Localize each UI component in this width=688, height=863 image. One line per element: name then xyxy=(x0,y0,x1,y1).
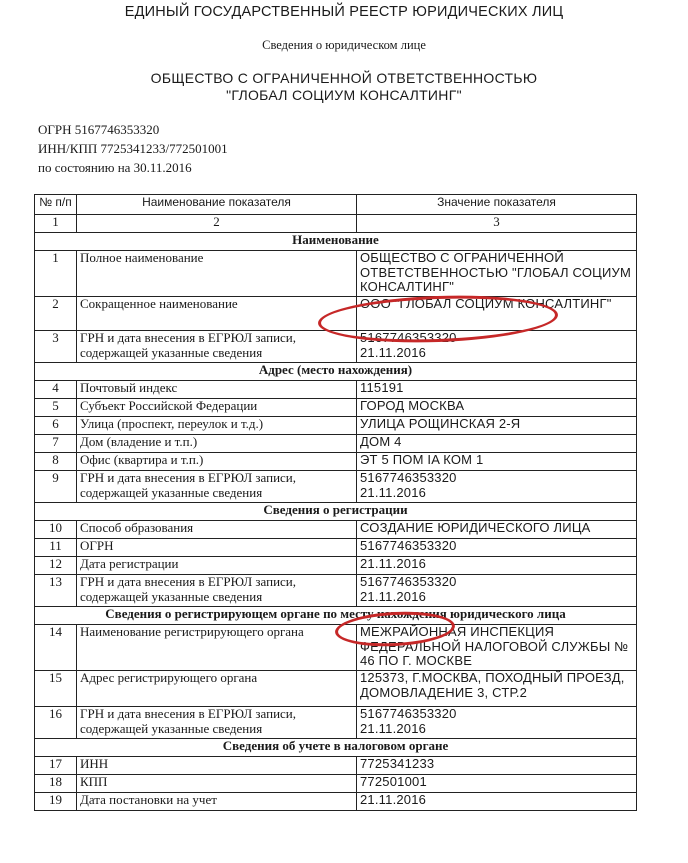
document-meta xyxy=(38,120,228,177)
table-header-row xyxy=(35,195,637,215)
row-value: ДОМ 4 xyxy=(357,435,637,453)
column-index-row xyxy=(35,215,637,233)
column-header-number: № п/п xyxy=(35,195,77,215)
row-value xyxy=(357,471,637,503)
row-label: КПП xyxy=(77,775,357,793)
row-label: ИНН xyxy=(77,757,357,775)
row-number: 3 xyxy=(35,331,77,363)
row-label: Полное наименование xyxy=(77,251,357,297)
row-number: 7 xyxy=(35,435,77,453)
record-date: 21.11.2016 xyxy=(360,720,427,736)
row-label: Дата постановки на учет xyxy=(77,793,357,811)
record-date: 21.11.2016 xyxy=(360,344,427,360)
row-value: 7725341233 xyxy=(357,757,637,775)
table-row xyxy=(35,331,637,363)
row-label: ОГРН xyxy=(77,539,357,557)
row-value: СОЗДАНИЕ ЮРИДИЧЕСКОГО ЛИЦА xyxy=(357,521,637,539)
row-number: 15 xyxy=(35,671,77,707)
document-subtitle: Сведения о юридическом лице xyxy=(262,38,426,52)
row-value: МЕЖРАЙОННАЯ ИНСПЕКЦИЯ ФЕДЕРАЛЬНОЙ НАЛОГОВОЙ СЛУЖБЫ № 46 ПО Г. МОСКВЕ xyxy=(357,625,637,671)
column-header-value: Значение показателя xyxy=(357,195,637,215)
table-row xyxy=(35,625,637,671)
row-number: 12 xyxy=(35,557,77,575)
section-heading-registration: Сведения о регистрации xyxy=(35,503,637,521)
company-full-name-heading xyxy=(0,70,688,104)
row-number: 9 xyxy=(35,471,77,503)
row-value: УЛИЦА РОЩИНСКАЯ 2-Я xyxy=(357,417,637,435)
row-number: 13 xyxy=(35,575,77,607)
row-value: ОБЩЕСТВО С ОГРАНИЧЕННОЙ ОТВЕТСТВЕННОСТЬЮ "ГЛОБАЛ СОЦИУМ КОНСАЛТИНГ" xyxy=(357,251,637,297)
row-number: 4 xyxy=(35,381,77,399)
row-label: Адрес регистрирующего органа xyxy=(77,671,357,707)
registry-title: ЕДИНЫЙ ГОСУДАРСТВЕННЫЙ РЕЕСТР ЮРИДИЧЕСКИХ ЛИЦ xyxy=(124,4,564,20)
row-value: 772501001 xyxy=(357,775,637,793)
row-label: Субъект Российской Федерации xyxy=(77,399,357,417)
row-number: 17 xyxy=(35,757,77,775)
record-date: 21.11.2016 xyxy=(360,588,427,604)
row-label: Улица (проспект, переулок и т.д.) xyxy=(77,417,357,435)
table-row xyxy=(35,521,637,539)
column-header-name: Наименование показателя xyxy=(77,195,357,215)
table-row xyxy=(35,471,637,503)
section-heading-tax-registration: Сведения об учете в налоговом органе xyxy=(35,739,637,757)
table-row xyxy=(35,539,637,557)
table-row xyxy=(35,251,637,297)
column-index: 2 xyxy=(77,215,357,233)
section-heading-registering-authority: Сведения о регистрирующем органе по месту нахождения юридического лица xyxy=(35,607,637,625)
row-label: Сокращенное наименование xyxy=(77,297,357,331)
table-row xyxy=(35,775,637,793)
row-value: ООО "ГЛОБАЛ СОЦИУМ КОНСАЛТИНГ" xyxy=(357,297,637,331)
table-row xyxy=(35,453,637,471)
grn-value: 5167746353320 xyxy=(360,706,457,721)
row-label: Дом (владение и т.п.) xyxy=(77,435,357,453)
section-heading-address: Адрес (место нахождения) xyxy=(35,363,637,381)
row-number: 1 xyxy=(35,251,77,297)
row-number: 5 xyxy=(35,399,77,417)
inn-kpp-line: ИНН/КПП 7725341233/772501001 xyxy=(38,141,228,156)
table-row xyxy=(35,793,637,811)
row-value: 21.11.2016 xyxy=(357,793,637,811)
row-number: 16 xyxy=(35,707,77,739)
row-number: 10 xyxy=(35,521,77,539)
table-row xyxy=(35,671,637,707)
row-value: ГОРОД МОСКВА xyxy=(357,399,637,417)
row-number: 2 xyxy=(35,297,77,331)
table-row xyxy=(35,757,637,775)
row-number: 19 xyxy=(35,793,77,811)
table-row xyxy=(35,435,637,453)
row-number: 14 xyxy=(35,625,77,671)
registry-table xyxy=(34,194,637,811)
table-row xyxy=(35,399,637,417)
row-number: 18 xyxy=(35,775,77,793)
row-value: ЭТ 5 ПОМ IA КОМ 1 xyxy=(357,453,637,471)
grn-value: 5167746353320 xyxy=(360,330,457,345)
row-value: 5167746353320 xyxy=(357,539,637,557)
row-label: Способ образования xyxy=(77,521,357,539)
ogrn-line: ОГРН 5167746353320 xyxy=(38,122,160,137)
table-row xyxy=(35,707,637,739)
row-value xyxy=(357,575,637,607)
record-date: 21.11.2016 xyxy=(360,484,427,500)
row-label: Почтовый индекс xyxy=(77,381,357,399)
grn-value: 5167746353320 xyxy=(360,574,457,589)
as-of-date-line: по состоянию на 30.11.2016 xyxy=(38,160,192,175)
row-label: Офис (квартира и т.п.) xyxy=(77,453,357,471)
table-row xyxy=(35,297,637,331)
grn-value: 5167746353320 xyxy=(360,470,457,485)
row-number: 8 xyxy=(35,453,77,471)
row-value xyxy=(357,707,637,739)
row-number: 6 xyxy=(35,417,77,435)
row-label: Наименование регистрирующего органа xyxy=(77,625,357,671)
company-name-text: ОБЩЕСТВО С ОГРАНИЧЕННОЙ ОТВЕТСТВЕННОСТЬЮ "ГЛОБАЛ СОЦИУМ КОНСАЛТИНГ" xyxy=(150,70,538,103)
column-index: 1 xyxy=(35,215,77,233)
table-row xyxy=(35,575,637,607)
row-value xyxy=(357,331,637,363)
row-value: 21.11.2016 xyxy=(357,557,637,575)
row-value: 125373, Г.МОСКВА, ПОХОДНЫЙ ПРОЕЗД, ДОМОВЛАДЕНИЕ 3, СТР.2 xyxy=(357,671,637,707)
table-row xyxy=(35,417,637,435)
row-value: 115191 xyxy=(357,381,637,399)
row-label: ГРН и дата внесения в ЕГРЮЛ записи, содержащей указанные сведения xyxy=(77,331,357,363)
table-row xyxy=(35,557,637,575)
row-number: 11 xyxy=(35,539,77,557)
section-heading-name: Наименование xyxy=(35,233,637,251)
row-label: ГРН и дата внесения в ЕГРЮЛ записи, содержащей указанные сведения xyxy=(77,707,357,739)
row-label: Дата регистрации xyxy=(77,557,357,575)
column-index: 3 xyxy=(357,215,637,233)
row-label: ГРН и дата внесения в ЕГРЮЛ записи, содержащей указанные сведения xyxy=(77,471,357,503)
table-row xyxy=(35,381,637,399)
row-label: ГРН и дата внесения в ЕГРЮЛ записи, содержащей указанные сведения xyxy=(77,575,357,607)
